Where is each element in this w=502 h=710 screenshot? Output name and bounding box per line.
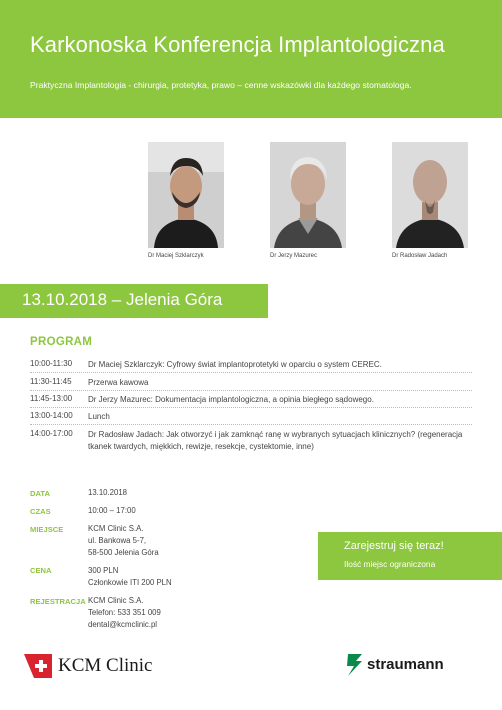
program-time: 10:00-11:30 <box>30 359 73 368</box>
miejsce-line-3: 58-500 Jelenia Góra <box>88 548 159 557</box>
speaker-caption-2: Dr Jerzy Mazurec <box>270 253 318 259</box>
cena-label: CENA <box>30 566 52 575</box>
rejestracja-phone: Telefon: 533 351 009 <box>88 608 161 617</box>
divider <box>30 372 472 373</box>
straumann-logo: straumann <box>367 656 444 673</box>
page-subtitle: Praktyczna Implantologia - chirurgia, protetyka, prawo – cenne wskazówki dla każdego stomatologa. <box>30 80 412 90</box>
program-desc: Dr Radosław Jadach: Jak otworzyć i jak zamknąć ranę w wybranych sytuacjach klinicznych? (regeneracja tkanek twardych, miękkich, rewizje, resekcje, cystektomie, inne) <box>88 430 463 451</box>
miejsce-line-2: ul. Bankowa 5-7, <box>88 536 147 545</box>
divider <box>30 390 472 391</box>
rejestracja-label: REJESTRACJA <box>30 597 86 606</box>
register-subtitle: Ilość miejsc ograniczona <box>344 559 436 569</box>
event-date-place: 13.10.2018 – Jelenia Góra <box>22 290 223 309</box>
straumann-icon <box>344 652 366 683</box>
data-value: 13.10.2018 <box>88 488 128 497</box>
divider <box>30 424 472 425</box>
register-title[interactable]: Zarejestruj się teraz! <box>344 540 444 552</box>
cena-line-1: 300 PLN <box>88 566 119 575</box>
kcm-clinic-logo: KCM Clinic <box>58 655 153 676</box>
program-time: 11:30-11:45 <box>30 377 72 386</box>
speaker-photo-mazurec <box>270 142 346 248</box>
speaker-photo-jadach <box>392 142 468 248</box>
rejestracja-line-1: KCM Clinic S.A. <box>88 596 144 605</box>
program-title: PROGRAM <box>30 336 93 348</box>
program-time: 11:45-13:00 <box>30 394 73 403</box>
speaker-caption-3: Dr Radosław Jadach <box>392 253 448 259</box>
miejsce-line-1: KCM Clinic S.A. <box>88 524 144 533</box>
program-desc: Przerwa kawowa <box>88 378 149 387</box>
program-desc: Dr Maciej Szklarczyk: Cyfrowy świat implantoprotetyki w oparciu o system CEREC. <box>88 360 382 369</box>
divider <box>30 407 472 408</box>
data-label: DATA <box>30 489 50 498</box>
program-time: 13:00-14:00 <box>30 411 73 420</box>
program-time: 14:00-17:00 <box>30 429 73 438</box>
czas-value: 10:00 – 17:00 <box>88 506 136 515</box>
program-desc: Dr Jerzy Mazurec: Dokumentacja implantologiczna, a opinia biegłego sądowego. <box>88 395 374 404</box>
kcm-cross-icon <box>24 654 52 683</box>
speaker-photo-szklarczyk <box>148 142 224 248</box>
rejestracja-email[interactable]: dental@kcmclinic.pl <box>88 620 158 629</box>
program-desc: Lunch <box>88 412 110 421</box>
speaker-caption-1: Dr Maciej Szklarczyk <box>148 253 204 259</box>
cena-line-2: Członkowie ITI 200 PLN <box>88 578 172 587</box>
czas-label: CZAS <box>30 507 51 516</box>
page-title: Karkonoska Konferencja Implantologiczna <box>30 32 445 57</box>
header-banner <box>0 0 502 118</box>
miejsce-label: MIEJSCE <box>30 525 64 534</box>
